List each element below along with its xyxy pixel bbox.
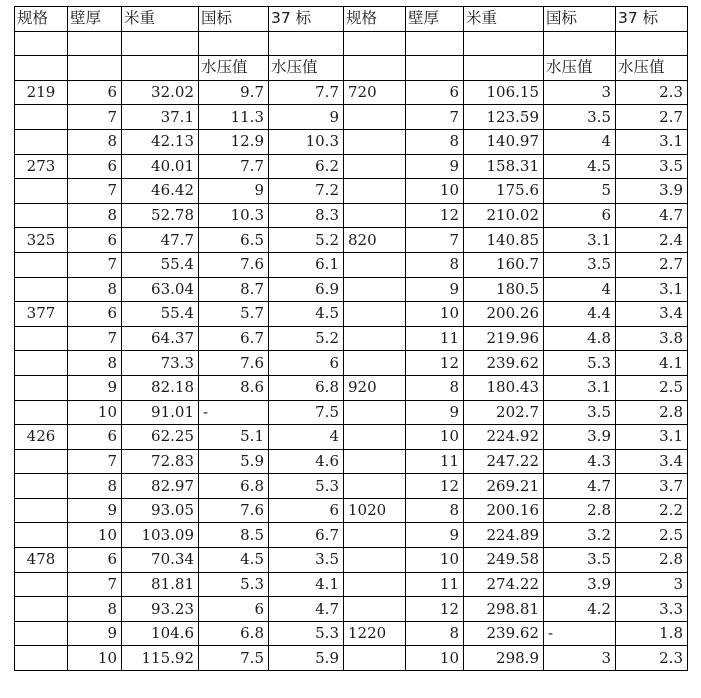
blank-cell xyxy=(269,31,344,56)
cell-left-gb-pressure: 10.3 xyxy=(199,203,269,228)
cell-left-gb-pressure: 12.9 xyxy=(199,129,269,154)
table-row xyxy=(15,326,688,351)
cell-right-spec xyxy=(344,548,406,573)
table-row xyxy=(15,252,688,277)
cell-left-std37-pressure: 4.1 xyxy=(269,572,344,597)
cell-right-gb-pressure: 4 xyxy=(544,129,616,154)
cell-left-meter-weight: 52.78 xyxy=(122,203,199,228)
cell-right-meter-weight: 247.22 xyxy=(464,449,544,474)
cell-right-meter-weight: 200.26 xyxy=(464,302,544,327)
cell-left-meter-weight: 82.97 xyxy=(122,474,199,499)
cell-left-std37-pressure: 5.9 xyxy=(269,646,344,671)
cell-right-std37-pressure: 4.1 xyxy=(616,351,688,376)
blank-cell xyxy=(464,56,544,81)
header-cell-national-standard-right: 国标 xyxy=(544,7,616,32)
cell-right-std37-pressure: 1.8 xyxy=(616,621,688,646)
cell-left-wall-thickness: 8 xyxy=(68,351,122,376)
cell-left-spec xyxy=(15,105,68,130)
cell-right-wall-thickness: 12 xyxy=(406,597,464,622)
cell-right-wall-thickness: 8 xyxy=(406,129,464,154)
cell-right-meter-weight: 239.62 xyxy=(464,621,544,646)
cell-right-spec xyxy=(344,154,406,179)
cell-right-wall-thickness: 8 xyxy=(406,375,464,400)
cell-left-meter-weight: 93.23 xyxy=(122,597,199,622)
cell-left-std37-pressure: 6.7 xyxy=(269,523,344,548)
cell-left-gb-pressure: 6 xyxy=(199,597,269,622)
cell-left-std37-pressure: 4.6 xyxy=(269,449,344,474)
cell-left-meter-weight: 115.92 xyxy=(122,646,199,671)
cell-left-wall-thickness: 10 xyxy=(68,523,122,548)
cell-right-spec xyxy=(344,425,406,450)
blank-cell xyxy=(122,31,199,56)
cell-right-meter-weight: 202.7 xyxy=(464,400,544,425)
cell-left-std37-pressure: 6 xyxy=(269,498,344,523)
table-row xyxy=(15,302,688,327)
cell-right-gb-pressure: 4.5 xyxy=(544,154,616,179)
cell-left-wall-thickness: 6 xyxy=(68,80,122,105)
cell-left-meter-weight: 70.34 xyxy=(122,548,199,573)
cell-right-std37-pressure: 3.4 xyxy=(616,449,688,474)
table-row xyxy=(15,179,688,204)
cell-left-std37-pressure: 9 xyxy=(269,105,344,130)
blank-cell xyxy=(406,56,464,81)
cell-right-meter-weight: 210.02 xyxy=(464,203,544,228)
cell-right-wall-thickness: 11 xyxy=(406,449,464,474)
cell-right-gb-pressure: 5 xyxy=(544,179,616,204)
table-row xyxy=(15,351,688,376)
cell-left-wall-thickness: 9 xyxy=(68,375,122,400)
cell-left-gb-pressure: 6.7 xyxy=(199,326,269,351)
cell-left-wall-thickness: 9 xyxy=(68,621,122,646)
cell-left-gb-pressure: 4.5 xyxy=(199,548,269,573)
cell-left-std37-pressure: 4.7 xyxy=(269,597,344,622)
cell-left-wall-thickness: 6 xyxy=(68,302,122,327)
blank-cell xyxy=(544,31,616,56)
cell-right-spec xyxy=(344,252,406,277)
cell-right-gb-pressure: 4.4 xyxy=(544,302,616,327)
subheader-water-pressure-gb-right: 水压值 xyxy=(544,56,616,81)
header-cell-std37-right: 37 标 xyxy=(616,7,688,32)
header-cell-national-standard: 国标 xyxy=(199,7,269,32)
subheader-row xyxy=(15,56,688,81)
table-row xyxy=(15,80,688,105)
cell-left-meter-weight: 73.3 xyxy=(122,351,199,376)
cell-right-spec xyxy=(344,351,406,376)
cell-left-gb-pressure: - xyxy=(199,400,269,425)
cell-left-meter-weight: 91.01 xyxy=(122,400,199,425)
cell-left-meter-weight: 103.09 xyxy=(122,523,199,548)
table-row xyxy=(15,572,688,597)
blank-cell xyxy=(122,56,199,81)
cell-left-std37-pressure: 6.8 xyxy=(269,375,344,400)
cell-left-gb-pressure: 7.6 xyxy=(199,252,269,277)
table-row xyxy=(15,621,688,646)
cell-left-spec: 273 xyxy=(15,154,68,179)
cell-right-std37-pressure: 3.5 xyxy=(616,154,688,179)
cell-right-meter-weight: 180.5 xyxy=(464,277,544,302)
cell-left-meter-weight: 42.13 xyxy=(122,129,199,154)
cell-right-std37-pressure: 3.1 xyxy=(616,129,688,154)
header-cell-meter-weight: 米重 xyxy=(122,7,199,32)
cell-right-meter-weight: 140.97 xyxy=(464,129,544,154)
cell-right-spec xyxy=(344,129,406,154)
cell-right-std37-pressure: 3.4 xyxy=(616,302,688,327)
cell-right-gb-pressure: 3.9 xyxy=(544,572,616,597)
cell-right-spec xyxy=(344,105,406,130)
cell-left-std37-pressure: 6.2 xyxy=(269,154,344,179)
cell-left-meter-weight: 55.4 xyxy=(122,252,199,277)
cell-right-gb-pressure: 4 xyxy=(544,277,616,302)
cell-right-meter-weight: 123.59 xyxy=(464,105,544,130)
cell-left-wall-thickness: 8 xyxy=(68,597,122,622)
cell-right-spec: 720 xyxy=(344,80,406,105)
cell-left-spec xyxy=(15,523,68,548)
cell-left-wall-thickness: 7 xyxy=(68,326,122,351)
cell-left-spec xyxy=(15,646,68,671)
cell-left-gb-pressure: 8.5 xyxy=(199,523,269,548)
cell-left-gb-pressure: 5.9 xyxy=(199,449,269,474)
cell-left-meter-weight: 64.37 xyxy=(122,326,199,351)
cell-left-std37-pressure: 4.5 xyxy=(269,302,344,327)
cell-left-std37-pressure: 5.3 xyxy=(269,474,344,499)
table-row xyxy=(15,425,688,450)
header-cell-wall-thickness: 壁厚 xyxy=(68,7,122,32)
cell-right-meter-weight: 298.9 xyxy=(464,646,544,671)
cell-right-meter-weight: 200.16 xyxy=(464,498,544,523)
cell-left-std37-pressure: 6.9 xyxy=(269,277,344,302)
cell-right-gb-pressure: 4.7 xyxy=(544,474,616,499)
cell-left-std37-pressure: 4 xyxy=(269,425,344,450)
cell-left-wall-thickness: 6 xyxy=(68,228,122,253)
table-row xyxy=(15,400,688,425)
cell-left-wall-thickness: 7 xyxy=(68,252,122,277)
cell-right-wall-thickness: 9 xyxy=(406,154,464,179)
cell-right-std37-pressure: 3.1 xyxy=(616,425,688,450)
cell-left-gb-pressure: 8.6 xyxy=(199,375,269,400)
cell-left-meter-weight: 40.01 xyxy=(122,154,199,179)
subheader-water-pressure-gb: 水压值 xyxy=(199,56,269,81)
cell-right-gb-pressure: - xyxy=(544,621,616,646)
cell-left-meter-weight: 81.81 xyxy=(122,572,199,597)
header-cell-std37: 37 标 xyxy=(269,7,344,32)
cell-left-wall-thickness: 8 xyxy=(68,277,122,302)
cell-right-spec: 1220 xyxy=(344,621,406,646)
blank-row xyxy=(15,31,688,56)
cell-right-std37-pressure: 2.8 xyxy=(616,400,688,425)
cell-left-std37-pressure: 6.1 xyxy=(269,252,344,277)
cell-left-spec: 325 xyxy=(15,228,68,253)
cell-right-std37-pressure: 3.7 xyxy=(616,474,688,499)
cell-right-std37-pressure: 2.7 xyxy=(616,252,688,277)
cell-left-std37-pressure: 5.3 xyxy=(269,621,344,646)
cell-left-meter-weight: 55.4 xyxy=(122,302,199,327)
table-row xyxy=(15,449,688,474)
table-row xyxy=(15,277,688,302)
cell-left-wall-thickness: 6 xyxy=(68,548,122,573)
cell-right-std37-pressure: 3.9 xyxy=(616,179,688,204)
cell-left-wall-thickness: 7 xyxy=(68,179,122,204)
cell-left-wall-thickness: 8 xyxy=(68,474,122,499)
cell-right-wall-thickness: 9 xyxy=(406,523,464,548)
cell-left-wall-thickness: 8 xyxy=(68,203,122,228)
header-cell-spec-right: 规格 xyxy=(344,7,406,32)
table-row xyxy=(15,548,688,573)
cell-right-gb-pressure: 4.8 xyxy=(544,326,616,351)
cell-left-std37-pressure: 5.2 xyxy=(269,228,344,253)
cell-left-meter-weight: 32.02 xyxy=(122,80,199,105)
cell-right-wall-thickness: 10 xyxy=(406,302,464,327)
cell-left-spec xyxy=(15,179,68,204)
cell-right-gb-pressure: 4.2 xyxy=(544,597,616,622)
cell-right-gb-pressure: 3.1 xyxy=(544,375,616,400)
cell-left-spec: 377 xyxy=(15,302,68,327)
cell-right-meter-weight: 158.31 xyxy=(464,154,544,179)
table-row xyxy=(15,154,688,179)
table-row xyxy=(15,498,688,523)
cell-right-spec xyxy=(344,400,406,425)
cell-left-std37-pressure: 3.5 xyxy=(269,548,344,573)
table-row xyxy=(15,129,688,154)
cell-right-std37-pressure: 2.8 xyxy=(616,548,688,573)
blank-cell xyxy=(199,31,269,56)
blank-cell xyxy=(344,31,406,56)
cell-right-gb-pressure: 3.9 xyxy=(544,425,616,450)
cell-left-spec xyxy=(15,474,68,499)
cell-right-gb-pressure: 3.5 xyxy=(544,252,616,277)
cell-left-spec xyxy=(15,597,68,622)
cell-left-spec: 478 xyxy=(15,548,68,573)
cell-right-spec xyxy=(344,277,406,302)
cell-right-wall-thickness: 10 xyxy=(406,425,464,450)
cell-right-gb-pressure: 3.5 xyxy=(544,105,616,130)
cell-right-wall-thickness: 12 xyxy=(406,474,464,499)
cell-right-spec xyxy=(344,646,406,671)
cell-left-std37-pressure: 7.2 xyxy=(269,179,344,204)
subheader-water-pressure-37-right: 水压值 xyxy=(616,56,688,81)
cell-right-wall-thickness: 11 xyxy=(406,326,464,351)
cell-right-spec xyxy=(344,474,406,499)
table-row xyxy=(15,203,688,228)
cell-left-std37-pressure: 10.3 xyxy=(269,129,344,154)
cell-left-spec: 426 xyxy=(15,425,68,450)
cell-right-meter-weight: 274.22 xyxy=(464,572,544,597)
cell-right-wall-thickness: 12 xyxy=(406,351,464,376)
cell-left-spec xyxy=(15,351,68,376)
header-cell-meter-weight-right: 米重 xyxy=(464,7,544,32)
cell-left-gb-pressure: 5.3 xyxy=(199,572,269,597)
cell-right-gb-pressure: 3 xyxy=(544,646,616,671)
cell-left-gb-pressure: 9 xyxy=(199,179,269,204)
cell-left-wall-thickness: 8 xyxy=(68,129,122,154)
cell-right-meter-weight: 224.89 xyxy=(464,523,544,548)
cell-right-meter-weight: 140.85 xyxy=(464,228,544,253)
cell-right-std37-pressure: 2.3 xyxy=(616,80,688,105)
cell-left-spec xyxy=(15,572,68,597)
cell-right-meter-weight: 239.62 xyxy=(464,351,544,376)
cell-right-wall-thickness: 10 xyxy=(406,646,464,671)
cell-left-gb-pressure: 6.8 xyxy=(199,621,269,646)
cell-left-spec xyxy=(15,621,68,646)
cell-right-wall-thickness: 7 xyxy=(406,228,464,253)
cell-right-gb-pressure: 5.3 xyxy=(544,351,616,376)
blank-cell xyxy=(68,31,122,56)
cell-right-std37-pressure: 3.1 xyxy=(616,277,688,302)
cell-right-gb-pressure: 3.2 xyxy=(544,523,616,548)
header-row xyxy=(15,7,688,32)
cell-right-meter-weight: 219.96 xyxy=(464,326,544,351)
cell-left-wall-thickness: 9 xyxy=(68,498,122,523)
cell-right-meter-weight: 298.81 xyxy=(464,597,544,622)
cell-right-meter-weight: 269.21 xyxy=(464,474,544,499)
cell-left-wall-thickness: 6 xyxy=(68,425,122,450)
cell-right-spec: 820 xyxy=(344,228,406,253)
header-cell-wall-thickness-right: 壁厚 xyxy=(406,7,464,32)
cell-right-std37-pressure: 2.5 xyxy=(616,523,688,548)
cell-left-wall-thickness: 7 xyxy=(68,572,122,597)
cell-left-spec xyxy=(15,203,68,228)
table-row xyxy=(15,474,688,499)
cell-left-std37-pressure: 7.5 xyxy=(269,400,344,425)
blank-cell xyxy=(68,56,122,81)
cell-left-gb-pressure: 5.7 xyxy=(199,302,269,327)
cell-left-spec xyxy=(15,449,68,474)
cell-left-wall-thickness: 6 xyxy=(68,154,122,179)
cell-left-spec xyxy=(15,375,68,400)
cell-right-wall-thickness: 10 xyxy=(406,179,464,204)
cell-right-gb-pressure: 3.5 xyxy=(544,548,616,573)
cell-left-std37-pressure: 6 xyxy=(269,351,344,376)
table-row xyxy=(15,523,688,548)
cell-right-spec xyxy=(344,179,406,204)
cell-left-wall-thickness: 7 xyxy=(68,105,122,130)
cell-right-wall-thickness: 11 xyxy=(406,572,464,597)
pipe-spec-table xyxy=(14,6,688,671)
table-row xyxy=(15,105,688,130)
cell-left-meter-weight: 63.04 xyxy=(122,277,199,302)
cell-left-gb-pressure: 7.5 xyxy=(199,646,269,671)
cell-left-spec: 219 xyxy=(15,80,68,105)
cell-left-gb-pressure: 5.1 xyxy=(199,425,269,450)
blank-cell xyxy=(464,31,544,56)
cell-right-spec xyxy=(344,523,406,548)
cell-right-std37-pressure: 3.8 xyxy=(616,326,688,351)
blank-cell xyxy=(616,31,688,56)
cell-left-std37-pressure: 7.7 xyxy=(269,80,344,105)
cell-right-spec xyxy=(344,449,406,474)
cell-right-std37-pressure: 2.4 xyxy=(616,228,688,253)
cell-right-wall-thickness: 12 xyxy=(406,203,464,228)
cell-right-wall-thickness: 10 xyxy=(406,548,464,573)
cell-left-spec xyxy=(15,252,68,277)
cell-right-gb-pressure: 4.3 xyxy=(544,449,616,474)
blank-cell xyxy=(15,56,68,81)
cell-right-meter-weight: 106.15 xyxy=(464,80,544,105)
cell-right-meter-weight: 249.58 xyxy=(464,548,544,573)
cell-left-meter-weight: 46.42 xyxy=(122,179,199,204)
cell-left-meter-weight: 62.25 xyxy=(122,425,199,450)
cell-right-wall-thickness: 9 xyxy=(406,400,464,425)
cell-right-gb-pressure: 2.8 xyxy=(544,498,616,523)
cell-right-wall-thickness: 9 xyxy=(406,277,464,302)
cell-left-gb-pressure: 7.7 xyxy=(199,154,269,179)
cell-right-spec xyxy=(344,302,406,327)
cell-right-meter-weight: 160.7 xyxy=(464,252,544,277)
cell-right-spec xyxy=(344,597,406,622)
table-body xyxy=(15,7,688,671)
cell-left-gb-pressure: 6.8 xyxy=(199,474,269,499)
cell-right-wall-thickness: 8 xyxy=(406,498,464,523)
cell-right-std37-pressure: 4.7 xyxy=(616,203,688,228)
cell-right-wall-thickness: 6 xyxy=(406,80,464,105)
cell-left-gb-pressure: 7.6 xyxy=(199,498,269,523)
cell-left-meter-weight: 47.7 xyxy=(122,228,199,253)
subheader-water-pressure-37: 水压值 xyxy=(269,56,344,81)
table-row xyxy=(15,646,688,671)
cell-left-gb-pressure: 11.3 xyxy=(199,105,269,130)
cell-left-std37-pressure: 8.3 xyxy=(269,203,344,228)
cell-right-spec xyxy=(344,203,406,228)
cell-left-wall-thickness: 10 xyxy=(68,646,122,671)
cell-left-gb-pressure: 8.7 xyxy=(199,277,269,302)
cell-right-wall-thickness: 8 xyxy=(406,252,464,277)
cell-right-spec xyxy=(344,572,406,597)
cell-right-gb-pressure: 3 xyxy=(544,80,616,105)
cell-left-gb-pressure: 6.5 xyxy=(199,228,269,253)
table-row xyxy=(15,228,688,253)
blank-cell xyxy=(406,31,464,56)
cell-right-meter-weight: 175.6 xyxy=(464,179,544,204)
table-row xyxy=(15,375,688,400)
cell-left-meter-weight: 72.83 xyxy=(122,449,199,474)
cell-left-spec xyxy=(15,498,68,523)
blank-cell xyxy=(15,31,68,56)
header-cell-spec: 规格 xyxy=(15,7,68,32)
cell-right-std37-pressure: 2.5 xyxy=(616,375,688,400)
cell-right-spec: 920 xyxy=(344,375,406,400)
cell-right-wall-thickness: 7 xyxy=(406,105,464,130)
cell-left-meter-weight: 93.05 xyxy=(122,498,199,523)
cell-right-std37-pressure: 3.3 xyxy=(616,597,688,622)
cell-right-std37-pressure: 2.2 xyxy=(616,498,688,523)
cell-right-meter-weight: 224.92 xyxy=(464,425,544,450)
cell-right-std37-pressure: 2.7 xyxy=(616,105,688,130)
cell-right-gb-pressure: 6 xyxy=(544,203,616,228)
cell-right-std37-pressure: 3 xyxy=(616,572,688,597)
cell-left-meter-weight: 82.18 xyxy=(122,375,199,400)
cell-left-wall-thickness: 10 xyxy=(68,400,122,425)
cell-left-gb-pressure: 9.7 xyxy=(199,80,269,105)
blank-cell xyxy=(344,56,406,81)
cell-right-wall-thickness: 8 xyxy=(406,621,464,646)
cell-left-wall-thickness: 7 xyxy=(68,449,122,474)
cell-right-spec: 1020 xyxy=(344,498,406,523)
cell-left-meter-weight: 37.1 xyxy=(122,105,199,130)
cell-left-spec xyxy=(15,129,68,154)
cell-right-meter-weight: 180.43 xyxy=(464,375,544,400)
cell-right-gb-pressure: 3.5 xyxy=(544,400,616,425)
cell-left-meter-weight: 104.6 xyxy=(122,621,199,646)
table-row xyxy=(15,597,688,622)
cell-right-spec xyxy=(344,326,406,351)
cell-right-std37-pressure: 2.3 xyxy=(616,646,688,671)
cell-left-spec xyxy=(15,326,68,351)
cell-left-gb-pressure: 7.6 xyxy=(199,351,269,376)
cell-left-std37-pressure: 5.2 xyxy=(269,326,344,351)
cell-left-spec xyxy=(15,400,68,425)
cell-left-spec xyxy=(15,277,68,302)
cell-right-gb-pressure: 3.1 xyxy=(544,228,616,253)
